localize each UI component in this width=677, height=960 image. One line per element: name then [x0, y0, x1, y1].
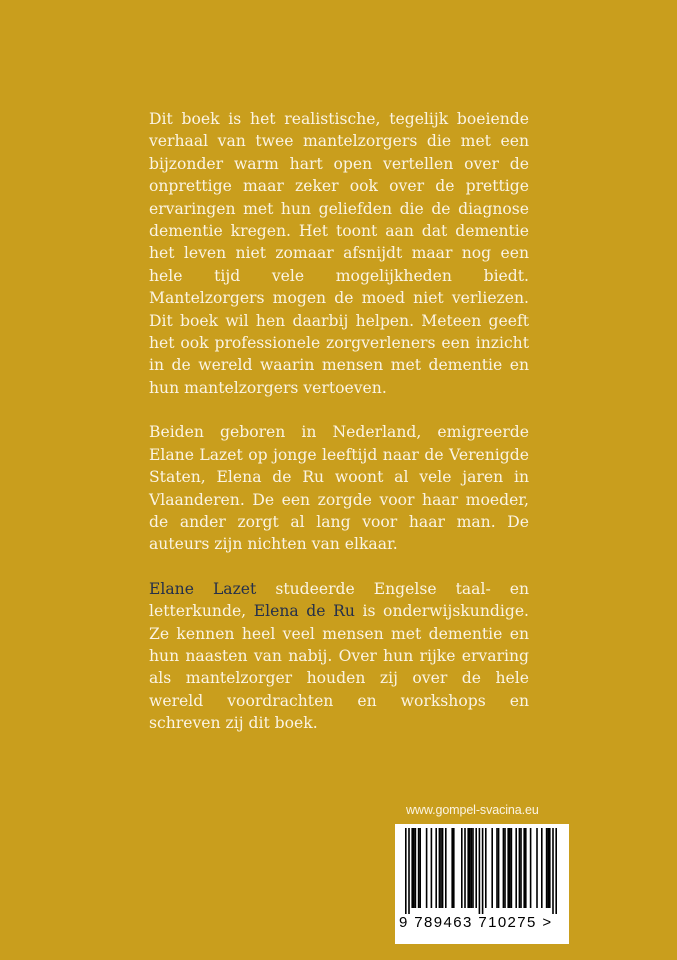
- barcode-bar: [555, 828, 557, 914]
- barcode-bar: [525, 828, 527, 908]
- blurb-paragraph-3: [149, 578, 529, 735]
- barcode-bar: [547, 828, 549, 908]
- barcode-bar: [519, 828, 521, 908]
- barcode-bar: [552, 828, 554, 914]
- barcode-bar: [445, 828, 447, 908]
- barcode-bar: [415, 828, 417, 908]
- barcode-bar: [509, 828, 511, 908]
- barcode-bar: [453, 828, 455, 908]
- barcode-bar: [546, 828, 548, 908]
- barcode-bar: [411, 828, 413, 908]
- barcode-bar: [482, 828, 484, 914]
- barcode-bar: [520, 828, 522, 908]
- author-name-2: Elena de Ru: [253, 602, 355, 621]
- barcode-bar: [511, 828, 513, 908]
- barcode-bar: [469, 828, 471, 908]
- barcode-bar: [549, 828, 551, 908]
- barcode-bar: [485, 828, 487, 908]
- barcode-bar: [498, 828, 500, 908]
- barcode-bar: [472, 828, 474, 908]
- barcode-bar: [541, 828, 543, 908]
- blurb-paragraph-1: Dit boek is het realistische, tegelijk boeiende verhaal van twee mantelzorgers die met een bijzonder warm hart open vertellen over de onprettige maar zeker ook over de prettige ervaringen met hun geliefden die de diagnose dementie kregen. Het toont aan dat dementie het leven niet zomaar afsnijdt maar nog een hele tijd vele mogelijkheden biedt. Mantelzorgers mogen de moed niet verliezen. Dit boek wil hen daarbij helpen. Meteen geeft het ook professionele zorgverleners een inzicht in de wereld waarin mensen met dementie en hun mantelzorgers vertoeven.: [149, 110, 529, 397]
- barcode-bar: [471, 828, 473, 908]
- barcode-bar: [523, 828, 525, 908]
- barcode-bar: [426, 828, 428, 908]
- barcode-bar: [530, 828, 532, 908]
- barcode-bar: [491, 828, 493, 908]
- barcode-bar: [451, 828, 453, 908]
- barcode-bar: [536, 828, 538, 908]
- barcode-bar: [440, 828, 442, 908]
- barcode-bar: [464, 828, 466, 908]
- barcode-bar: [431, 828, 433, 908]
- isbn-number: 9 789463 710275 >: [399, 914, 553, 931]
- barcode-bar: [467, 828, 469, 908]
- publisher-website: www.gompel-svacina.eu: [406, 803, 539, 817]
- barcode-bar: [413, 828, 415, 908]
- barcode-bar: [461, 828, 463, 908]
- author-name-1: Elane Lazet: [149, 579, 257, 598]
- barcode-bar: [419, 828, 421, 908]
- barcode-bar: [405, 828, 407, 914]
- author-bio-text-2: is onderwijskundige. Ze kennen heel veel mensen met dementie en hun naasten van nabij. Over hun rijke ervaring als mantelzorger houden zij over de hele wereld voordrachten en workshops en schreven zij dit boek.: [149, 602, 529, 733]
- barcode-bar: [507, 828, 509, 908]
- barcode-bar: [503, 828, 505, 908]
- barcode-bar: [504, 828, 506, 908]
- barcode-bar: [496, 828, 498, 908]
- barcode-bar: [435, 828, 437, 908]
- author-bio-text-1: studeerde Engelse taal- en letterkunde,: [149, 579, 529, 621]
- barcode-bar: [418, 828, 420, 908]
- barcode-bars: [401, 828, 563, 914]
- barcode-bar: [479, 828, 481, 914]
- blurb-paragraph-2: Beiden geboren in Nederland, emigreerde Elane Lazet op jonge leeftijd naar de Verenigde Staten, Elena de Ru woont al vele jaren in Vlaanderen. De een zorgde voor haar moeder, de ander zorgt al lang voor haar man. De auteurs zijn nichten van elkaar.: [149, 423, 529, 554]
- isbn-barcode: [395, 824, 569, 944]
- barcode-bar: [475, 828, 477, 908]
- blurb-text: [149, 108, 529, 757]
- barcode-bar: [439, 828, 441, 908]
- barcode-bar: [442, 828, 444, 908]
- barcode-bar: [515, 828, 517, 908]
- barcode-bar: [408, 828, 410, 914]
